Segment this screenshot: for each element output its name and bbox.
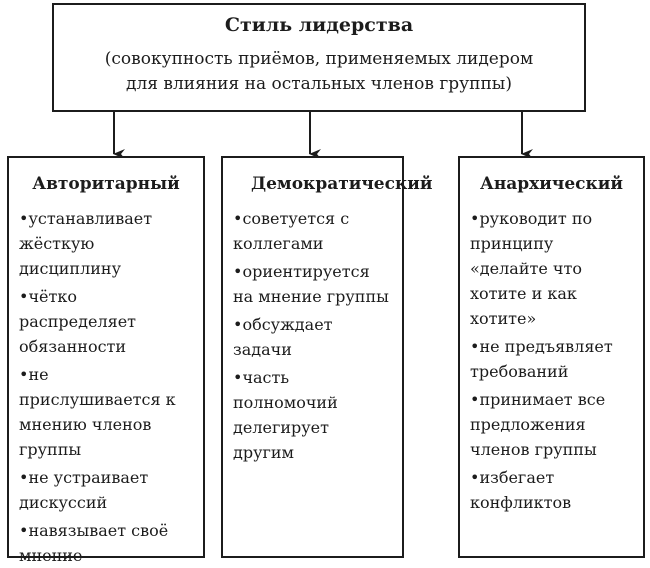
list-item: •ориентируется на мнение группы — [233, 262, 389, 306]
democratic-list — [233, 206, 392, 465]
list-item: •навязывает своё мнение — [19, 521, 169, 565]
list-item: •советуется с коллегами — [233, 209, 350, 253]
list-item: •избегает конфликтов — [470, 468, 572, 512]
anarchic-list — [470, 206, 633, 515]
list-item: •не предъявляет требований — [470, 337, 613, 381]
leadership-style-definition — [54, 47, 584, 97]
list-item: •часть полномочий делегирует другим — [233, 368, 338, 462]
definition-line-1: (совокупность приёмов, применяемых лидером — [104, 49, 534, 69]
authoritarian-title: Авторитарный — [32, 174, 180, 194]
list-item: •руководит по принципу «делайте что хотите и как хотите» — [470, 209, 593, 328]
anarchic-box — [458, 156, 645, 558]
anarchic-title: Анархический — [479, 174, 624, 194]
list-item: •устанавливает жёсткую дисциплину — [19, 209, 153, 278]
list-item: •обсуждает задачи — [233, 315, 333, 359]
list-item: •не устраивает дискуссий — [19, 468, 149, 512]
list-item: •не прислушивается к мнению членов группы — [19, 365, 176, 459]
list-item: •чётко распределяет обязанности — [19, 287, 137, 356]
authoritarian-box — [7, 156, 205, 565]
democratic-box — [221, 156, 433, 558]
leadership-style-title: Стиль лидерства — [224, 14, 414, 36]
definition-line-2: для влияния на остальных членов группы) — [126, 74, 512, 94]
list-item: •принимает все предложения членов группы — [470, 390, 606, 459]
democratic-title: Демократический — [251, 174, 433, 194]
authoritarian-list — [19, 206, 193, 568]
leadership-style-box — [52, 3, 586, 112]
